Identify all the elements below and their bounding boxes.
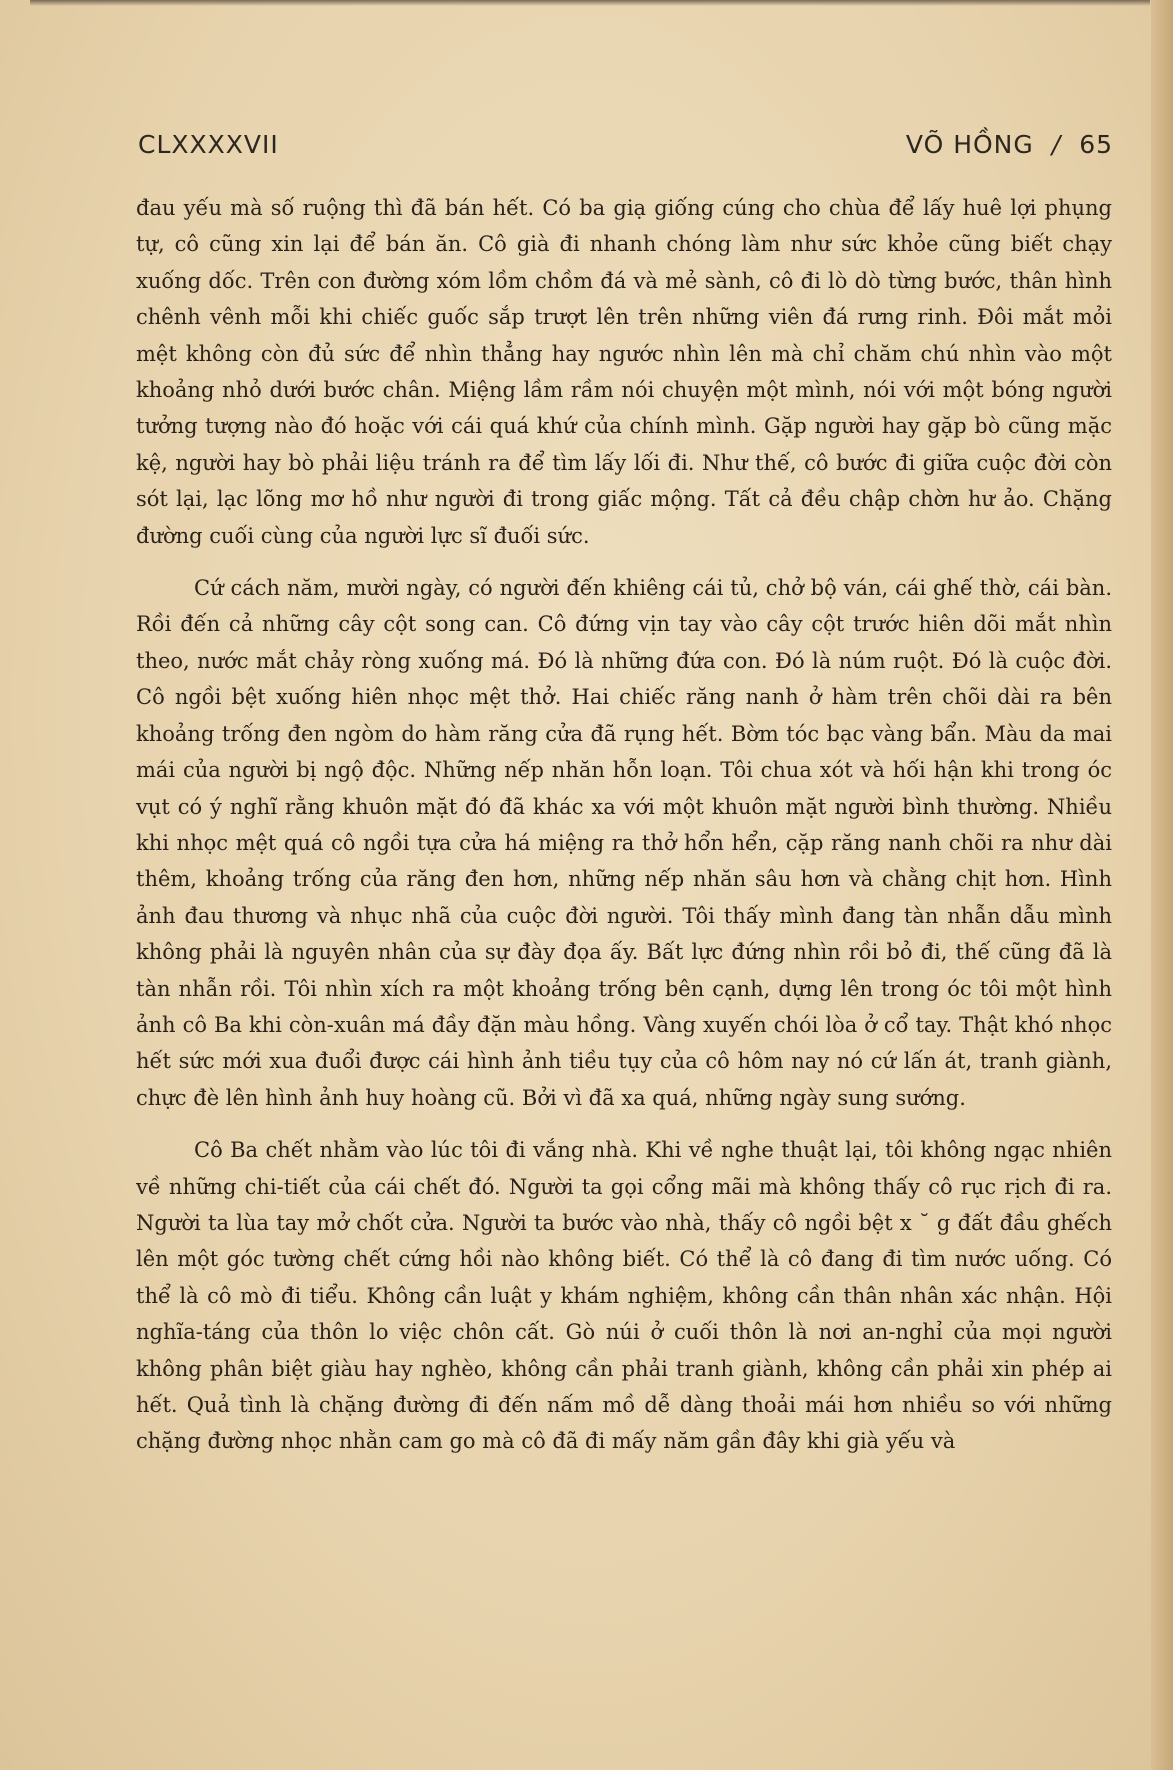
header-separator: / — [1051, 130, 1062, 159]
body-text — [136, 190, 1112, 1460]
paragraph-1: đau yếu mà số ruộng thì đã bán hết. Có ba giạ giống cúng cho chùa để lấy huê lợi phụng tự, cô cũng xin lại để bán ăn. Cô già đi nhanh chóng làm như sức khỏe cũng biết chạy xuống dốc. Trên con đường xóm lồm chồm đá và mẻ sành, cô đi lò dò từng bước, thân hình chênh vênh mỗi khi chiếc guốc sắp trượt lên trên những viên đá rưng rinh. Đôi mắt mỏi mệt không còn đủ sức để nhìn thẳng hay ngước nhìn lên mà chỉ chăm chú nhìn vào một khoảng nhỏ dưới bước chân. Miệng lầm rầm nói chuyện một mình, nói với một bóng người tưởng tượng nào đó hoặc với cái quá khứ của chính mình. Gặp người hay gặp bò cũng mặc kệ, người hay bò phải liệu tránh ra để tìm lấy lối đi. Như thế, cô bước đi giữa cuộc đời còn sót lại, lạc lõng mơ hồ như người đi trong giấc mộng. Tất cả đều chập chờn hư ảo. Chặng đường cuối cùng của người lực sĩ đuối sức. — [136, 196, 1112, 548]
running-header — [138, 130, 1113, 170]
top-edge-shadow — [30, 0, 1150, 6]
author-name: VÕ HỒNG — [905, 130, 1034, 159]
paragraph-3: Cô Ba chết nhằm vào lúc tôi đi vắng nhà. Khi về nghe thuật lại, tôi không ngạc nhiên về những chi-tiết của cái chết đó. Người ta gọi cổng mãi mà không thấy cô rục rịch đi ra. Người ta lùa tay mở chốt cửa. Người ta bước vào nhà, thấy cô ngồi bệt x ˘ g đất đầu ghếch lên một góc tường chết cứng hồi nào không biết. Có thể là cô đang đi tìm nước uống. Có thể là cô mò đi tiểu. Không cần luật y khám nghiệm, không cần thân nhân xác nhận. Hội nghĩa-táng của thôn lo việc chôn cất. Gò núi ở cuối thôn là nơi an-nghỉ của mọi người không phân biệt giàu hay nghèo, không cần phải tranh giành, không cần phải xin phép ai hết. Quả tình là chặng đường đi đến nấm mồ dễ dàng thoải mái hơn nhiều so với những chặng đường nhọc nhằn cam go mà cô đã đi mấy năm gần đây khi già yếu và — [136, 1138, 1112, 1454]
issue-number: CLXXXXVII — [138, 130, 279, 159]
header-right — [906, 130, 1113, 159]
paragraph-2: Cứ cách năm, mười ngày, có người đến khiêng cái tủ, chở bộ ván, cái ghế thờ, cái bàn. Rồi đến cả những cây cột song can. Cô đứng vịn tay vào cây cột trước hiên dõi mắt nhìn theo, nước mắt chảy ròng xuống má. Đó là những đứa con. Đó là núm ruột. Đó là cuộc đời. Cô ngồi bệt xuống hiên nhọc mệt thở. Hai chiếc răng nanh ở hàm trên chõi dài ra bên khoảng trống đen ngòm do hàm răng cửa đã rụng hết. Bờm tóc bạc vàng bẩn. Màu da mai mái của người bị ngộ độc. Những nếp nhăn hỗn loạn. Tôi chua xót và hối hận khi trong óc vụt có ý nghĩ rằng khuôn mặt đó đã khác xa với một khuôn mặt người bình thường. Nhiều khi nhọc mệt quá cô ngồi tựa cửa há miệng ra thở hổn hển, cặp răng nanh chõi ra như dài thêm, khoảng trống của răng đen hơn, những nếp nhăn sâu hơn và chằng chịt hơn. Hình ảnh đau thương và nhục nhã của cuộc đời người. Tôi thấy mình đang tàn nhẫn dẫu mình không phải là nguyên nhân của sự đày đọa ấy. Bất lực đứng nhìn rồi bỏ đi, thế cũng đã là tàn nhẫn rồi. Tôi nhìn xích ra một khoảng trống bên cạnh, dựng lên trong óc tôi một hình ảnh cô Ba khi còn-xuân má đầy đặn màu hồng. Vàng xuyến chói lòa ở cổ tay. Thật khó nhọc hết sức mới xua đuổi được cái hình ảnh tiều tụy của cô hôm nay nó cứ lấn át, tranh giành, chực đè lên hình ảnh huy hoàng cũ. Bởi vì đã xa quá, những ngày sung sướng. — [136, 576, 1112, 1110]
page-edge — [1151, 0, 1173, 1770]
page-number: 65 — [1079, 130, 1113, 159]
